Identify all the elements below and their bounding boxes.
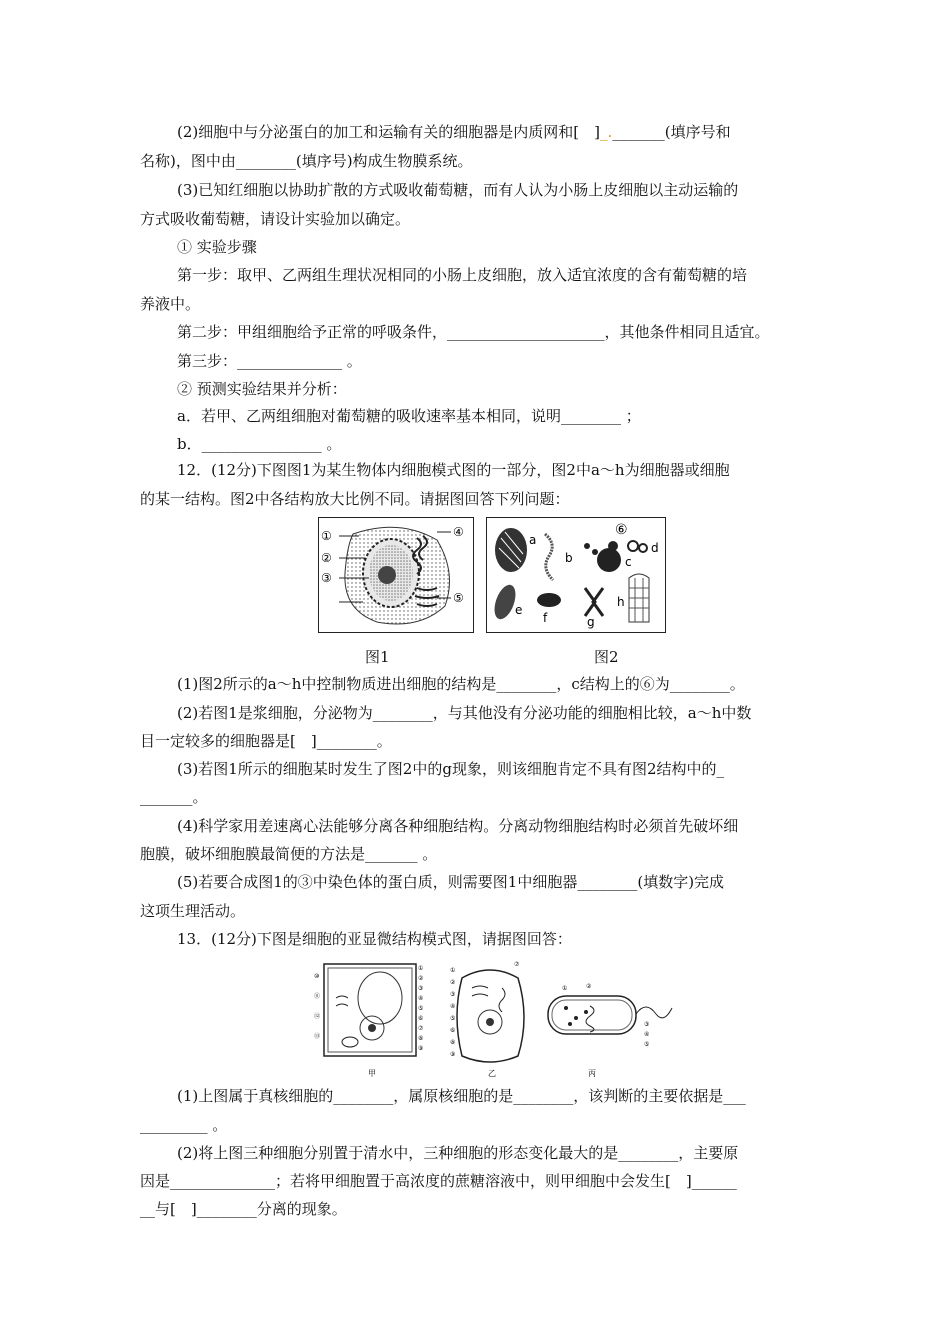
fig1-label: ③: [321, 571, 332, 585]
fig3-yi-num: ⑥: [450, 1027, 456, 1034]
text-line: 方式吸收葡萄糖，请设计实验加以确定。: [140, 210, 411, 228]
text-line: _________ 。: [140, 1116, 228, 1134]
text-line: 胞膜，破坏细胞膜最简便的方法是_______ 。: [140, 845, 438, 863]
text-segment: (2)细胞中与分泌蛋白的加工和运输有关的细胞器是内质网和[ ]: [177, 123, 600, 141]
fig3-jia-num: ⑥: [418, 1015, 424, 1022]
fig1-label: ⑤: [453, 591, 464, 605]
figure-2-drawing: [487, 518, 665, 632]
fig2-label: c: [625, 555, 632, 569]
fig3-bing-num: ⑤: [644, 1041, 650, 1048]
text-line: (4)科学家用差速离心法能够分离各种细胞结构。分离动物细胞结构时必须首先破坏细: [177, 817, 739, 835]
fig3-yi-num: ③: [450, 991, 456, 998]
fig2-label: f: [543, 611, 548, 625]
fig2-label: d: [651, 541, 659, 555]
fig3-jia-num: ②: [418, 975, 424, 982]
fig3-jia-num: ⑧: [418, 1035, 424, 1042]
text-segment: _______(填序号和: [612, 123, 731, 141]
text-line: [177, 121, 731, 143]
fig3-yi-num: ①: [450, 967, 456, 974]
text-line: 第一步：取甲、乙两组生理状况相同的小肠上皮细胞，放入适宜浓度的含有葡萄糖的培: [177, 266, 748, 284]
text-line: 因是______________；若将甲细胞置于高浓度的蔗糖溶液中，则甲细胞中会发生[ ]______: [140, 1172, 737, 1190]
fig3-jia-num: ⑨: [418, 1045, 424, 1052]
figure-2-caption: 图2: [594, 648, 619, 666]
text-line: b．________________ 。: [177, 435, 342, 453]
text-line: 这项生理活动。: [140, 902, 246, 920]
text-line: 养液中。: [140, 295, 201, 313]
figure-3: [314, 958, 674, 1082]
fig2-label: e: [515, 603, 523, 617]
fig3-jia-num: ⑬: [314, 1033, 321, 1040]
text-line: (5)若要合成图1的③中染色体的蛋白质，则需要图1中细胞器________(填数字)完成: [177, 873, 725, 891]
fig3-jia-num: ⑫: [314, 1013, 321, 1020]
fig3-jia-num: ①: [418, 965, 424, 972]
figure-1-caption: 图1: [365, 648, 390, 666]
text-line: (2)若图1是浆细胞，分泌物为________，与其他没有分泌功能的细胞相比较，a～h中数: [177, 704, 752, 722]
text-line: a．若甲、乙两组细胞对葡萄糖的吸收速率基本相同，说明________ ；: [177, 407, 641, 425]
text-line: __与[ ]________分离的现象。: [140, 1200, 347, 1218]
text-line: (1)上图属于真核细胞的________，属原核细胞的是________，该判断的主要依据是___: [177, 1087, 746, 1105]
fig1-label: ②: [321, 551, 332, 565]
figure-1-drawing: [319, 518, 473, 632]
text-line: 第二步：甲组细胞给予正常的呼吸条件，_____________________，其他条件相同且适宜。: [177, 323, 770, 341]
question-12-heading: 12．(12分)下图图1为某生物体内细胞模式图的一部分，图2中a～h为细胞器或细胞: [177, 461, 730, 479]
fig3-label-bing: 丙: [588, 1069, 596, 1078]
fig2-label: h: [617, 595, 625, 609]
fig1-label: ④: [453, 525, 464, 539]
fig3-yi-num: ⑧: [450, 1039, 456, 1046]
fig3-bing-num: ②: [586, 983, 592, 990]
text-line: 名称)，图中由________(填序号)构成生物膜系统。: [140, 152, 473, 170]
text-line: (3)若图1所示的细胞某时发生了图2中的g现象，则该细胞肯定不具有图2结构中的_: [177, 760, 724, 778]
figure-2: [486, 517, 666, 633]
fig3-jia-num: ⑤: [418, 1005, 424, 1012]
fig1-label: ①: [321, 529, 332, 543]
text-line: (2)将上图三种细胞分别置于清水中，三种细胞的形态变化最大的是________，主要原: [177, 1144, 739, 1162]
fig3-yi-num: ④: [450, 1003, 456, 1010]
fig3-yi-num: ⑦: [514, 961, 520, 968]
figure-1: [318, 517, 474, 633]
fig3-yi-num: ⑨: [450, 1051, 456, 1058]
fig3-bing-num: ③: [644, 1021, 650, 1028]
text-line: 第三步：______________ 。: [177, 352, 362, 370]
fig3-bing-num: ①: [562, 985, 568, 992]
text-line: (1)图2所示的a～h中控制物质进出细胞的结构是________，c结构上的⑥为________。: [177, 675, 745, 693]
question-13-heading: 13．(12分)下图是细胞的亚显微结构模式图，请据图回答：: [177, 930, 572, 948]
text-line: 的某一结构。图2中各结构放大比例不同。请据图回答下列问题：: [140, 490, 570, 508]
text-line: ② 预测实验结果并分析：: [177, 380, 347, 398]
fig3-jia-num: ⑪: [314, 993, 321, 1000]
text-line: ① 实验步骤: [177, 238, 257, 256]
highlight-mark: _.: [599, 123, 613, 141]
fig2-label: b: [565, 551, 573, 565]
fig3-label-yi: 乙: [488, 1069, 496, 1078]
text-line: 目一定较多的细胞器是[ ]________。: [140, 732, 392, 750]
fig3-yi-num: ②: [450, 979, 456, 986]
fig2-label: a: [529, 533, 537, 547]
fig3-label-jia: 甲: [368, 1069, 376, 1078]
fig3-yi-num: ⑤: [450, 1015, 456, 1022]
fig3-jia-num: ⑦: [418, 1025, 424, 1032]
text-line: _______。: [140, 788, 208, 806]
fig2-label: g: [587, 615, 595, 629]
fig3-bing-num: ④: [644, 1031, 650, 1038]
fig3-jia-num: ④: [418, 995, 424, 1002]
fig3-jia-num: ③: [418, 985, 424, 992]
text-line: (3)已知红细胞以协助扩散的方式吸收葡萄糖，而有人认为小肠上皮细胞以主动运输的: [177, 181, 739, 199]
fig3-jia-num: ⑩: [314, 973, 320, 980]
fig2-label: ⑥: [615, 522, 628, 538]
